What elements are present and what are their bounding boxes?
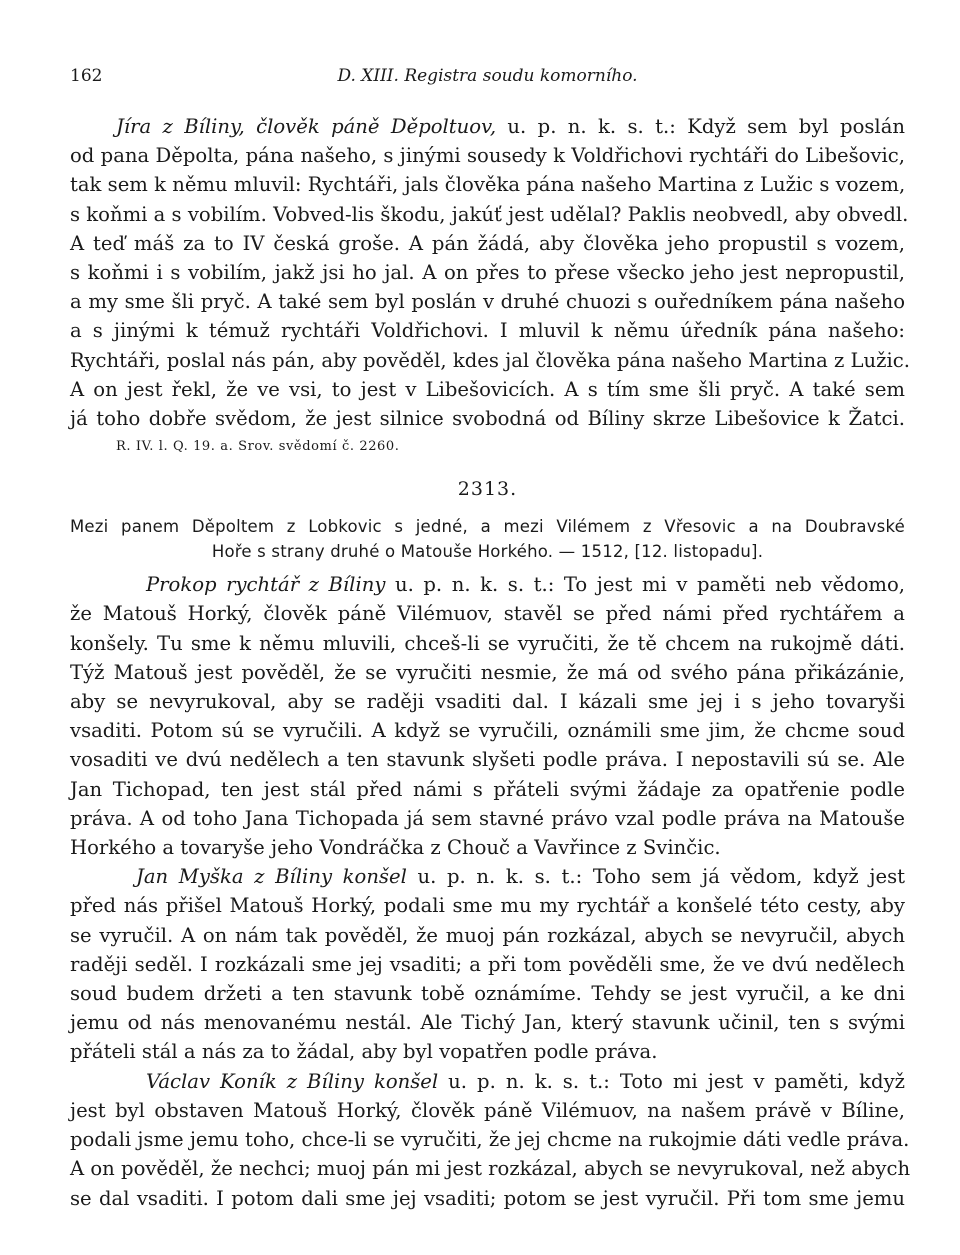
text-line: Týž Matouš jest pověděl, že se vyručiti nesmie, že má od svého pána přikázánie, bbox=[70, 660, 905, 684]
text-line: Jíra z Bíliny, člověk páně Děpoltuov, u. p. n. k. s. t.: Když sem byl poslán bbox=[116, 115, 905, 138]
text-line: jemu od nás menovanému nestál. Ale Tichý Jan, který stavunk učinil, ten s svými bbox=[70, 1011, 905, 1035]
source-reference: R. IV. l. Q. 19. a. Srov. svědomí č. 2260. bbox=[116, 439, 400, 455]
text-line: raději seděl. I rozkázali sme jej vsaditi; a při tom pověděli sme, že ve dvú nedělech bbox=[70, 952, 905, 976]
text-line: aby se nevyrukoval, aby se raději vsaditi dal. I kázali sme jej i s jeho tovaryši bbox=[70, 690, 905, 714]
text-line: jest byl obstaven Matouš Horký, člověk páně Vilémuov, na našem právě v Bíline, bbox=[70, 1098, 905, 1122]
document-regest bbox=[70, 514, 905, 564]
text-line: konšely. Tu sme k němu mluvili, chceš-li se vyručiti, že tě chcem na rukojmě dáti. bbox=[70, 631, 905, 655]
speaker-name: Jan Myška z Bíliny konšel bbox=[136, 865, 407, 889]
testimony-jira bbox=[70, 112, 910, 461]
text-line: se dal vsaditi. I potom dali sme jej vsaditi; potom se jest vyručil. Při tom sme jemu bbox=[70, 1186, 905, 1210]
text-line: práva. A od toho Jana Tichopada já sem stavné právo vzal podle práva na Matouše bbox=[70, 806, 905, 830]
text-line: přáteli stál a nás za to žádal, aby byl vopatřen podle práva. bbox=[70, 1040, 658, 1064]
document-number: 2313. bbox=[457, 478, 518, 501]
text-line: vsaditi. Potom sú se vyručili. A když se vyručili, oznámili sme jim, že chcme soud bbox=[70, 719, 905, 743]
speaker-name: Prokop rychtář z Bíliny bbox=[146, 573, 386, 597]
testimony-vaclav-konik bbox=[70, 1067, 911, 1213]
text-line: a my sme šli pryč. A také sem byl poslán v druhé chuozi s ouředníkem pána našeho bbox=[70, 290, 905, 314]
text-line: A on pověděl, že nechci; muoj pán mi jest rozkázal, abych se nevyrukoval, než abych bbox=[70, 1157, 911, 1181]
text-line: že Matouš Horký, člověk páně Vilémuov, stavěl se před námi před rychtářem a bbox=[70, 602, 905, 626]
text-line: Horkého a tovaryše jeho Vondráčka z Chouč a Vavřince z Svinčic. bbox=[70, 836, 721, 860]
text-line: podali jsme jemu toho, chce-li se vyručiti, že jej chcme na rukojmie dáti vedle práva. bbox=[70, 1128, 910, 1152]
text-line: se vyručil. A on nám tak pověděl, že muoj pán rozkázal, abych se nevyručil, abych bbox=[70, 923, 905, 947]
text-line: Jan Myška z Bíliny konšel u. p. n. k. s. t.: Toho sem já vědom, když jest bbox=[136, 865, 905, 889]
regest-line: Mezi panem Děpoltem z Lobkovic s jedné, a mezi Vilémem z Vřesovic a na Doubravské bbox=[70, 517, 905, 537]
text-line: Václav Koník z Bíliny konšel u. p. n. k. s. t.: Toto mi jest v paměti, když bbox=[146, 1069, 905, 1093]
text-line: Jan Tichopad, ten jest stál před námi s přáteli svými žádaje za opatřenie podle bbox=[70, 777, 905, 801]
page-header bbox=[70, 66, 905, 96]
text-line: soud budem držeti a ten stavunk tobě oznámíme. Tehdy se jest vyručil, a ke dni bbox=[70, 982, 905, 1006]
text-line: tak sem k němu mluvil: Rychtáři, jals člověka pána našeho Martina z Lužic s vozem, bbox=[70, 173, 906, 197]
text-line: a s jinými k témuž rychtáři Voldřichovi. I mluvil k němu úředník pána našeho: bbox=[70, 319, 905, 343]
speaker-name: Václav Koník z Bíliny konšel bbox=[146, 1069, 439, 1093]
text-line: s koňmi a s vobilím. Vobved-lis škodu, jakúť jest udělal? Paklis neobvedl, aby obvedl. bbox=[70, 202, 909, 226]
text-line: od pana Děpolta, pána našeho, s jinými sousedy k Voldřichovi rychtáři do Libešovic, bbox=[70, 144, 905, 168]
text-line: já toho dobře svědom, že jest silnice svobodná od Bíliny skrze Libešovice k Žatci. bbox=[70, 407, 905, 431]
text-line: před nás přišel Matouš Horký, podali sme mu my rychtář a konšelé této cesty, aby bbox=[70, 894, 905, 918]
page-number: 162 bbox=[70, 66, 103, 86]
page-body bbox=[70, 112, 911, 1213]
text-line: A teď máš za to IV česká groše. A pán žádá, aby člověka jeho propustil s vozem, bbox=[70, 231, 905, 255]
speaker-name: Jíra z Bíliny, člověk páně Děpoltuov, bbox=[116, 115, 497, 138]
text-line: A on jest řekl, že ve vsi, to jest v Libešovicích. A s tím sme šli pryč. A také sem bbox=[70, 377, 905, 401]
running-title: D. XIII. Registra soudu komorního. bbox=[337, 66, 638, 86]
text-line: Prokop rychtář z Bíliny u. p. n. k. s. t.: To jest mi v paměti neb vědomo, bbox=[146, 573, 905, 597]
text-line: vosaditi ve dvú nedělech a ten stavunk slyšeti podle práva. I nepostavili sú se. Ale bbox=[70, 748, 905, 772]
text-line: s koňmi i s vobilím, jakž jsi ho jal. A on přes to přese všecko jeho jest nepropustil, bbox=[70, 261, 905, 285]
testimony-prokop bbox=[70, 570, 905, 862]
text-line: Rychtáři, poslal nás pán, aby pověděl, kdes jal člověka pána našeho Martina z Lužic. bbox=[70, 348, 910, 372]
testimony-jan-myska bbox=[70, 862, 905, 1066]
regest-line: Hoře s strany druhé o Matouše Horkého. — 1512, [12. listopadu]. bbox=[211, 542, 764, 562]
